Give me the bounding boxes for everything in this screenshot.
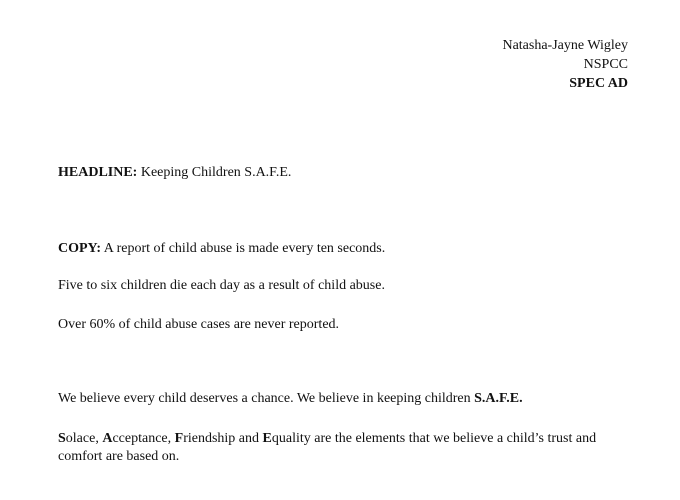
safe-letter-a: A <box>102 431 113 446</box>
headline-text: Keeping Children S.A.F.E. <box>140 165 292 180</box>
organization-name: NSPCC <box>583 57 628 72</box>
document-type: SPEC AD <box>569 76 628 91</box>
belief-line <box>58 390 523 408</box>
copy-line-2: Five to six children die each day as a result of child abuse. <box>58 278 385 293</box>
safe-letter-e: E <box>262 431 272 446</box>
copy-line-3: Over 60% of child abuse cases are never reported. <box>58 317 340 332</box>
author-header <box>502 36 628 93</box>
safe-letter-f: F <box>174 431 184 446</box>
safe-emphasis: S.A.F.E. <box>474 391 523 406</box>
safe-word-a-rest: cceptance, <box>112 431 175 446</box>
copy-text-1: A report of child abuse is made every ten seconds. <box>103 241 386 256</box>
safe-word-e-rest: quality are the elements that we believe a child’s trust and comfort are based on. <box>58 431 597 464</box>
copy-label: COPY: <box>58 241 102 256</box>
author-name: Natasha-Jayne Wigley <box>502 38 628 53</box>
copy-line-1 <box>58 240 385 258</box>
belief-text: We believe every child deserves a chance. We believe in keeping children <box>58 391 471 406</box>
headline-line <box>58 164 291 182</box>
headline-label: HEADLINE: <box>58 165 138 180</box>
safe-definition-paragraph <box>58 430 618 466</box>
safe-word-s-rest: olace, <box>65 431 103 446</box>
safe-word-f-rest: riendship and <box>183 431 263 446</box>
safe-letter-s: S <box>58 431 66 446</box>
